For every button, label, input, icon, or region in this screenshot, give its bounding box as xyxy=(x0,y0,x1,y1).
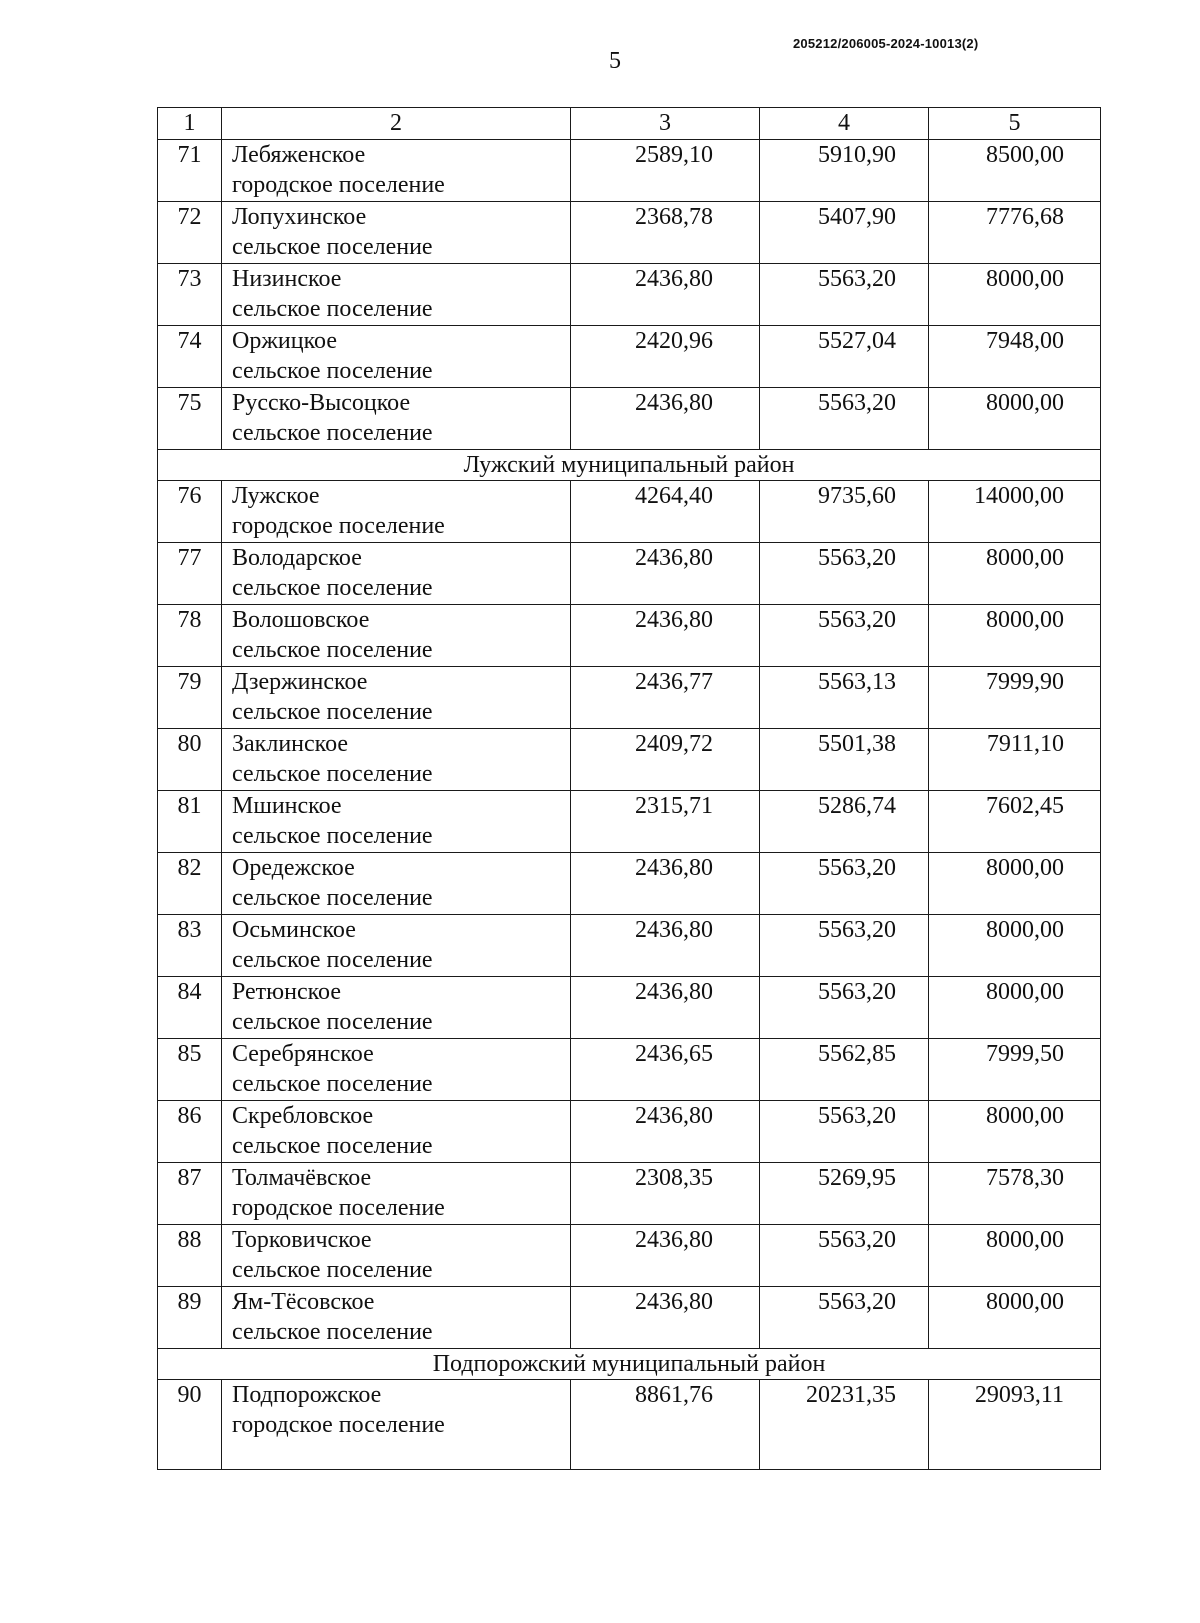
settlement-name-line-1: Скребловское xyxy=(232,1103,374,1129)
settlement-name-line-1: Толмачёвское xyxy=(232,1165,372,1191)
table-row xyxy=(158,729,1101,791)
settlement-name xyxy=(222,977,571,1039)
settlement-type-line: сельское поселение xyxy=(232,947,433,973)
settlement-name-line-1: Володарское xyxy=(232,545,362,571)
value-col-5: 8000,00 xyxy=(929,264,1101,326)
value-col-5: 7999,50 xyxy=(929,1039,1101,1101)
settlement-name-line-1: Оредежское xyxy=(232,855,355,881)
settlement-name-line-1: Подпорожское xyxy=(232,1382,382,1408)
value-col-3: 2436,80 xyxy=(571,915,760,977)
settlement-type-line: сельское поселение xyxy=(232,1257,433,1283)
settlement-name-line-1: Лебяженское xyxy=(232,142,366,168)
settlement-type-line: сельское поселение xyxy=(232,761,433,787)
value-col-4: 5563,20 xyxy=(760,915,929,977)
value-col-3: 2589,10 xyxy=(571,140,760,202)
value-col-5: 8000,00 xyxy=(929,977,1101,1039)
row-number: 74 xyxy=(158,326,222,388)
value-col-4: 5286,74 xyxy=(760,791,929,853)
value-col-5: 29093,11 xyxy=(929,1380,1101,1470)
row-number: 80 xyxy=(158,729,222,791)
value-col-3: 2368,78 xyxy=(571,202,760,264)
settlement-name-line-1: Ям-Тёсовское xyxy=(232,1289,375,1315)
row-number: 77 xyxy=(158,543,222,605)
value-col-5: 7999,90 xyxy=(929,667,1101,729)
value-col-5: 8000,00 xyxy=(929,1101,1101,1163)
settlement-type-line: сельское поселение xyxy=(232,637,433,663)
settlement-type-line: сельское поселение xyxy=(232,358,433,384)
district-row xyxy=(158,450,1101,481)
table-row xyxy=(158,264,1101,326)
settlement-name-line-1: Ретюнское xyxy=(232,979,341,1005)
settlement-type-line: сельское поселение xyxy=(232,1133,433,1159)
value-col-5: 14000,00 xyxy=(929,481,1101,543)
settlement-type-line: городское поселение xyxy=(232,172,445,198)
table-row xyxy=(158,1039,1101,1101)
value-col-4: 5910,90 xyxy=(760,140,929,202)
page-number: 5 xyxy=(609,48,621,74)
column-header-1: 1 xyxy=(158,108,222,140)
settlement-name-line-1: Серебрянское xyxy=(232,1041,374,1067)
value-col-3: 2436,80 xyxy=(571,605,760,667)
column-header-5: 5 xyxy=(929,108,1101,140)
settlement-type-line: сельское поселение xyxy=(232,823,433,849)
settlement-name-line-1: Лопухинское xyxy=(232,204,367,230)
value-col-4: 5269,95 xyxy=(760,1163,929,1225)
value-col-3: 2315,71 xyxy=(571,791,760,853)
column-header-4: 4 xyxy=(760,108,929,140)
settlement-name xyxy=(222,729,571,791)
settlement-type-line: сельское поселение xyxy=(232,1319,433,1345)
value-col-5: 7578,30 xyxy=(929,1163,1101,1225)
value-col-3: 2436,80 xyxy=(571,264,760,326)
value-col-4: 5562,85 xyxy=(760,1039,929,1101)
row-number: 73 xyxy=(158,264,222,326)
settlement-name xyxy=(222,388,571,450)
table-row xyxy=(158,853,1101,915)
settlement-type-line: сельское поселение xyxy=(232,296,433,322)
table-row xyxy=(158,1101,1101,1163)
value-col-3: 2308,35 xyxy=(571,1163,760,1225)
settlement-name xyxy=(222,1039,571,1101)
row-number: 78 xyxy=(158,605,222,667)
value-col-4: 5563,13 xyxy=(760,667,929,729)
row-number: 90 xyxy=(158,1380,222,1470)
value-col-5: 7911,10 xyxy=(929,729,1101,791)
value-col-4: 5407,90 xyxy=(760,202,929,264)
row-number: 88 xyxy=(158,1225,222,1287)
settlement-type-line: сельское поселение xyxy=(232,234,433,260)
column-header-2: 2 xyxy=(222,108,571,140)
settlement-name-line-1: Оржицкое xyxy=(232,328,337,354)
row-number: 79 xyxy=(158,667,222,729)
settlement-type-line: городское поселение xyxy=(232,513,445,539)
table-row xyxy=(158,1163,1101,1225)
settlement-name xyxy=(222,140,571,202)
value-col-5: 8500,00 xyxy=(929,140,1101,202)
settlement-type-line: сельское поселение xyxy=(232,699,433,725)
value-col-5: 7776,68 xyxy=(929,202,1101,264)
settlement-name xyxy=(222,1287,571,1349)
value-col-5: 8000,00 xyxy=(929,605,1101,667)
value-col-3: 2409,72 xyxy=(571,729,760,791)
settlement-type-line: сельское поселение xyxy=(232,420,433,446)
value-col-4: 5563,20 xyxy=(760,388,929,450)
table-header-row xyxy=(158,108,1101,140)
row-number: 82 xyxy=(158,853,222,915)
value-col-4: 5563,20 xyxy=(760,1225,929,1287)
value-col-3: 2436,80 xyxy=(571,1101,760,1163)
value-col-4: 5563,20 xyxy=(760,605,929,667)
table-body xyxy=(158,108,1101,1470)
table-row xyxy=(158,202,1101,264)
value-col-3: 2436,80 xyxy=(571,1287,760,1349)
value-col-5: 7948,00 xyxy=(929,326,1101,388)
settlement-name-line-1: Низинское xyxy=(232,266,342,292)
table-row xyxy=(158,915,1101,977)
settlement-name xyxy=(222,543,571,605)
value-col-3: 2436,80 xyxy=(571,977,760,1039)
settlement-name-line-1: Дзержинское xyxy=(232,669,368,695)
settlement-type-line: сельское поселение xyxy=(232,575,433,601)
value-col-4: 5527,04 xyxy=(760,326,929,388)
district-title: Подпорожский муниципальный район xyxy=(158,1349,1101,1380)
settlement-name xyxy=(222,1101,571,1163)
value-col-3: 2436,80 xyxy=(571,543,760,605)
value-col-3: 4264,40 xyxy=(571,481,760,543)
row-number: 83 xyxy=(158,915,222,977)
column-header-3: 3 xyxy=(571,108,760,140)
settlement-type-line: сельское поселение xyxy=(232,1009,433,1035)
settlement-type-line: городское поселение xyxy=(232,1412,445,1438)
value-col-3: 2436,65 xyxy=(571,1039,760,1101)
settlement-name xyxy=(222,915,571,977)
value-col-5: 8000,00 xyxy=(929,915,1101,977)
settlement-name-line-1: Торковичское xyxy=(232,1227,372,1253)
document-code: 205212/206005-2024-10013(2) xyxy=(793,36,979,51)
settlement-name xyxy=(222,1225,571,1287)
settlement-name-line-1: Мшинское xyxy=(232,793,342,819)
value-col-5: 8000,00 xyxy=(929,543,1101,605)
row-number: 87 xyxy=(158,1163,222,1225)
settlement-type-line: сельское поселение xyxy=(232,1071,433,1097)
table-row xyxy=(158,326,1101,388)
row-number: 76 xyxy=(158,481,222,543)
district-row xyxy=(158,1349,1101,1380)
value-col-5: 8000,00 xyxy=(929,1287,1101,1349)
settlement-name xyxy=(222,667,571,729)
table-row xyxy=(158,140,1101,202)
value-col-5: 7602,45 xyxy=(929,791,1101,853)
row-number: 84 xyxy=(158,977,222,1039)
value-col-4: 5563,20 xyxy=(760,853,929,915)
table-row xyxy=(158,1225,1101,1287)
table-row xyxy=(158,481,1101,543)
table-row xyxy=(158,1380,1101,1470)
value-col-4: 5563,20 xyxy=(760,1101,929,1163)
settlement-name xyxy=(222,481,571,543)
district-title: Лужский муниципальный район xyxy=(158,450,1101,481)
value-col-4: 5563,20 xyxy=(760,264,929,326)
settlement-name xyxy=(222,326,571,388)
row-number: 86 xyxy=(158,1101,222,1163)
value-col-5: 8000,00 xyxy=(929,388,1101,450)
value-col-4: 5563,20 xyxy=(760,1287,929,1349)
settlement-name xyxy=(222,605,571,667)
value-col-3: 2420,96 xyxy=(571,326,760,388)
settlement-type-line: сельское поселение xyxy=(232,885,433,911)
value-col-3: 2436,80 xyxy=(571,853,760,915)
row-number: 71 xyxy=(158,140,222,202)
allocation-table xyxy=(157,107,1101,1470)
value-col-4: 5501,38 xyxy=(760,729,929,791)
settlement-name-line-1: Лужское xyxy=(232,483,320,509)
value-col-3: 2436,80 xyxy=(571,1225,760,1287)
value-col-3: 8861,76 xyxy=(571,1380,760,1470)
settlement-name xyxy=(222,1163,571,1225)
settlement-name-line-1: Заклинское xyxy=(232,731,349,757)
settlement-name-line-1: Осьминское xyxy=(232,917,356,943)
table-row xyxy=(158,667,1101,729)
value-col-3: 2436,77 xyxy=(571,667,760,729)
table-row xyxy=(158,1287,1101,1349)
settlement-name-line-1: Волошовское xyxy=(232,607,370,633)
value-col-4: 5563,20 xyxy=(760,543,929,605)
row-number: 85 xyxy=(158,1039,222,1101)
settlement-name xyxy=(222,791,571,853)
row-number: 75 xyxy=(158,388,222,450)
settlement-name xyxy=(222,202,571,264)
row-number: 89 xyxy=(158,1287,222,1349)
row-number: 81 xyxy=(158,791,222,853)
table-row xyxy=(158,543,1101,605)
settlement-name xyxy=(222,1380,571,1470)
settlement-name xyxy=(222,264,571,326)
value-col-4: 9735,60 xyxy=(760,481,929,543)
table-row xyxy=(158,388,1101,450)
table-row xyxy=(158,791,1101,853)
value-col-4: 20231,35 xyxy=(760,1380,929,1470)
row-number: 72 xyxy=(158,202,222,264)
value-col-5: 8000,00 xyxy=(929,853,1101,915)
settlement-name-line-1: Русско-Высоцкое xyxy=(232,390,411,416)
settlement-name xyxy=(222,853,571,915)
value-col-3: 2436,80 xyxy=(571,388,760,450)
value-col-5: 8000,00 xyxy=(929,1225,1101,1287)
settlement-type-line: городское поселение xyxy=(232,1195,445,1221)
table-row xyxy=(158,605,1101,667)
value-col-4: 5563,20 xyxy=(760,977,929,1039)
table-row xyxy=(158,977,1101,1039)
